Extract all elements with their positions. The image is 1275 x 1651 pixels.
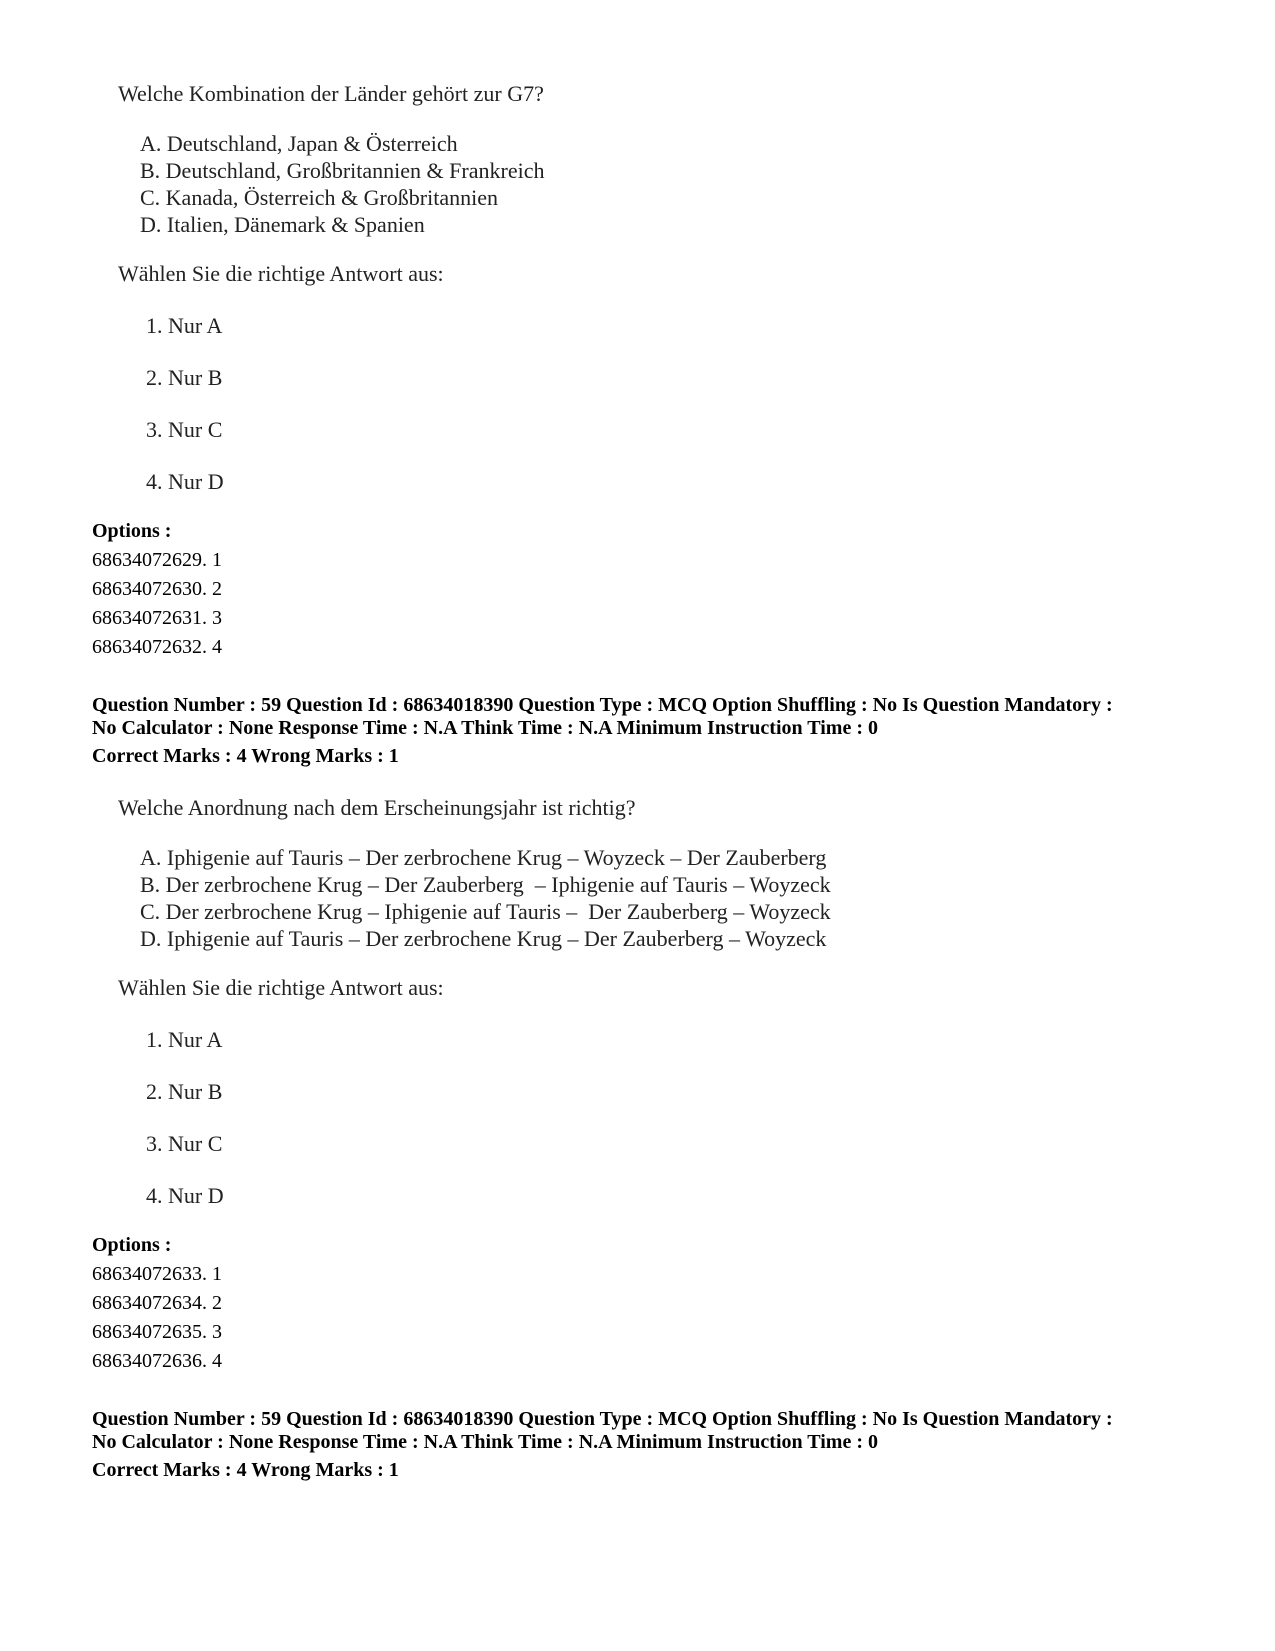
question-text: Welche Anordnung nach dem Erscheinungsjahr ist richtig? [118, 795, 636, 820]
option-item: 68634072634. 2 [92, 1292, 222, 1314]
choice-1: 1. Nur A [146, 1027, 223, 1052]
option-item: 68634072632. 4 [92, 636, 222, 658]
statement-a: A. Iphigenie auf Tauris – Der zerbrochene Krug – Woyzeck – Der Zauberberg [140, 845, 827, 870]
option-item: 68634072630. 2 [92, 578, 222, 600]
statement-c: C. Der zerbrochene Krug – Iphigenie auf Tauris – Der Zauberberg – Woyzeck [140, 899, 831, 924]
statement-b: B. Deutschland, Großbritannien & Frankreich [140, 158, 545, 183]
option-item: 68634072636. 4 [92, 1350, 222, 1372]
option-item: 68634072629. 1 [92, 549, 222, 571]
statement-c: C. Kanada, Österreich & Großbritannien [140, 185, 498, 210]
choice-4: 4. Nur D [146, 469, 224, 494]
choice-3: 3. Nur C [146, 1131, 223, 1156]
question-meta-line1: Question Number : 59 Question Id : 68634018390 Question Type : MCQ Option Shuffling : No Is Question Mandatory : [92, 694, 1113, 716]
question-meta-line2: No Calculator : None Response Time : N.A Think Time : N.A Minimum Instruction Time : 0 [92, 717, 878, 739]
question-text: Welche Kombination der Länder gehört zur G7? [118, 81, 544, 106]
choice-2: 2. Nur B [146, 1079, 223, 1104]
choice-4: 4. Nur D [146, 1183, 224, 1208]
statement-d: D. Italien, Dänemark & Spanien [140, 212, 425, 237]
option-item: 68634072635. 3 [92, 1321, 222, 1343]
answer-prompt: Wählen Sie die richtige Antwort aus: [118, 261, 444, 286]
statement-a: A. Deutschland, Japan & Österreich [140, 131, 458, 156]
option-item: 68634072631. 3 [92, 607, 222, 629]
statement-d: D. Iphigenie auf Tauris – Der zerbrochene Krug – Der Zauberberg – Woyzeck [140, 926, 827, 951]
question-marks: Correct Marks : 4 Wrong Marks : 1 [92, 1459, 399, 1481]
answer-prompt: Wählen Sie die richtige Antwort aus: [118, 975, 444, 1000]
options-label: Options : [92, 1234, 172, 1256]
options-label: Options : [92, 520, 172, 542]
option-item: 68634072633. 1 [92, 1263, 222, 1285]
question-meta-line1: Question Number : 59 Question Id : 68634018390 Question Type : MCQ Option Shuffling : No Is Question Mandatory : [92, 1408, 1113, 1430]
choice-2: 2. Nur B [146, 365, 223, 390]
choice-1: 1. Nur A [146, 313, 223, 338]
question-marks: Correct Marks : 4 Wrong Marks : 1 [92, 745, 399, 767]
choice-3: 3. Nur C [146, 417, 223, 442]
statement-b: B. Der zerbrochene Krug – Der Zauberberg – Iphigenie auf Tauris – Woyzeck [140, 872, 831, 897]
question-meta-line2: No Calculator : None Response Time : N.A Think Time : N.A Minimum Instruction Time : 0 [92, 1431, 878, 1453]
